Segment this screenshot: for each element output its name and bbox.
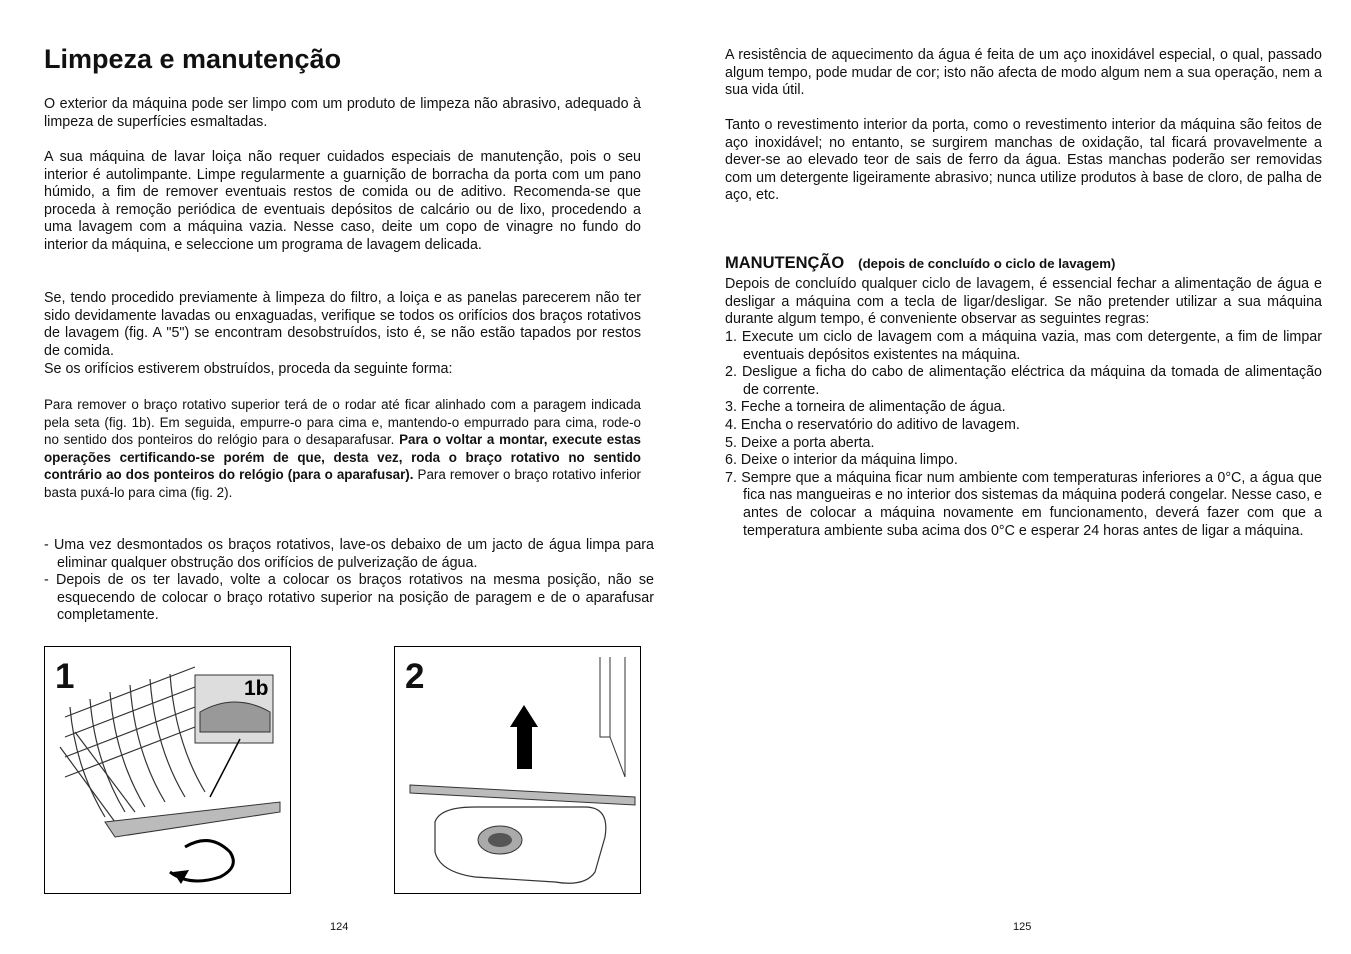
figure-1-number: 1 <box>55 657 75 696</box>
list-item: 1. Execute um ciclo de lavagem com a máquina vazia, mas com detergente, a fim de limpar eventuais depósitos existentes na máquina. <box>725 329 1322 363</box>
maintenance-heading-title: MANUTENÇÃO <box>725 254 845 272</box>
figure-2-number: 2 <box>405 657 425 696</box>
list-item: 3. Feche a torneira de alimentação de água. <box>725 399 1006 416</box>
page-title: Limpeza e manutenção <box>44 44 342 74</box>
right-page <box>725 0 1322 954</box>
paragraph-stainless-steel: Tanto o revestimento interior da porta, como o revestimento interior da máquina são feitos de aço inoxidável; no entanto, se surgirem manchas de oxidação, tal ficará provavelmente a dever-se ao elevado teor de sais de ferro da água. Estas manchas poderão ser removidas com um detergente ligeiramente abrasivo; nunca utilize produtos à base de cloro, de palha de aço, etc. <box>725 117 1322 204</box>
bullet-wash-arms: - Uma vez desmontados os braços rotativos, lave-os debaixo de um jacto de água limpa para eliminar qualquer obstrução dos orifícios de pulverização de água. <box>44 537 654 571</box>
left-page <box>44 0 654 954</box>
maintenance-steps-list <box>725 329 1322 540</box>
list-item: 4. Encha o reservatório do aditivo de lavagem. <box>725 416 1020 433</box>
paragraph-heating-element: A resistência de aquecimento da água é feita de um aço inoxidável especial, o qual, passado algum tempo, pode mudar de cor; isto não afecta de modo algum nem a sua operação, nem a sua vida útil. <box>725 47 1322 99</box>
page-number: 124 <box>330 921 349 933</box>
page-number: 125 <box>1013 921 1032 933</box>
paragraph-filter: Se, tendo procedido previamente à limpeza do filtro, a loiça e as panelas parecerem não ter sido devidamente lavadas ou enxaguadas, verifique se todos os orifícios dos braços rotativos de lavagem (fig. A "5") se encontram desobstruídos, isto é, se não estão tapados por restos de comida. <box>44 290 641 359</box>
maintenance-heading-subtitle: (depois de concluído o ciclo de lavagem) <box>858 256 1116 271</box>
list-item: 5. Deixe a porta aberta. <box>725 434 875 451</box>
lower-spray-arm-illustration <box>395 647 640 893</box>
maintenance-heading <box>725 254 1322 273</box>
list-item: 6. Deixe o interior da máquina limpo. <box>725 452 958 469</box>
reassemble-text: Para o voltar a montar, execute estas operações certificando-se porém de que, desta vez, roda o braço rotativo no sentido contrário ao dos ponteiros do relógio (para o aparafusar). <box>44 432 641 483</box>
figure-1b-label: 1b <box>244 677 269 700</box>
paragraph-maintenance-intro: Depois de concluído qualquer ciclo de lavagem, é essencial fechar a alimentação de água e desligar a máquina com a tecla de ligar/desligar. Se não pretender utilizar a sua máquina durante algum tempo, é conveniente observar as seguintes regras: <box>725 276 1322 328</box>
paragraph-exterior: O exterior da máquina pode ser limpo com um produto de limpeza não abrasivo, adequado à limpeza de superfícies esmaltadas. <box>44 96 641 130</box>
bullet-replace-arms: - Depois de os ter lavado, volte a colocar os braços rotativos na mesma posição, não se esquecendo de colocar o braço rotativo superior na posição de paragem e de o aparafusar completamente. <box>44 572 654 624</box>
paragraph-obstructed: Se os orifícios estiverem obstruídos, proceda da seguinte forma: <box>44 361 453 377</box>
paragraph-remove-arm <box>44 396 641 502</box>
paragraph-interior: A sua máquina de lavar loiça não requer cuidados especiais de manutenção, pois o seu interior é autolimpante. Limpe regularmente a guarnição de borracha da porta com um pano húmido, a fim de remover eventuais restos de comida ou de aditivo. Recomenda-se que proceda à remoção periódica de eventuais depósitos de calcário ou de lixo, procedendo a uma lavagem com a máquina vazia. Nesse caso, deite um copo de vinagre no fundo do interior da máquina, e seleccione um programa de lavagem delicada. <box>44 149 641 253</box>
figure-2 <box>394 646 641 894</box>
figure-1 <box>44 646 291 894</box>
remove-arm-text: Para remover o braço rotativo superior terá de o rodar até ficar alinhado com a paragem indicada pela seta (fig. 1b). Em seguida, empurre-o para cima e, mantendo-o empurrado para cima, rode-o no sentido dos ponteiros do relógio para o desaparafusar. <box>44 397 641 448</box>
list-item: 2. Desligue a ficha do cabo de alimentação eléctrica da máquina da tomada de alimentação de corrente. <box>725 364 1322 398</box>
upper-spray-arm-illustration <box>45 647 290 893</box>
lower-arm-text: Para remover o braço rotativo inferior basta puxá-lo para cima (fig. 2). <box>44 467 641 500</box>
list-item: 7. Sempre que a máquina ficar num ambiente com temperaturas inferiores a 0°C, a água que fica nas mangueiras e no interior dos sistemas da máquina poderá congelar. Nesse caso, e antes de colocar a máquina novamente em funcionamento, deverá fazer com que a temperatura ambiente suba acima dos 0°C e esperar 24 horas antes de ligar a máquina. <box>725 469 1322 539</box>
